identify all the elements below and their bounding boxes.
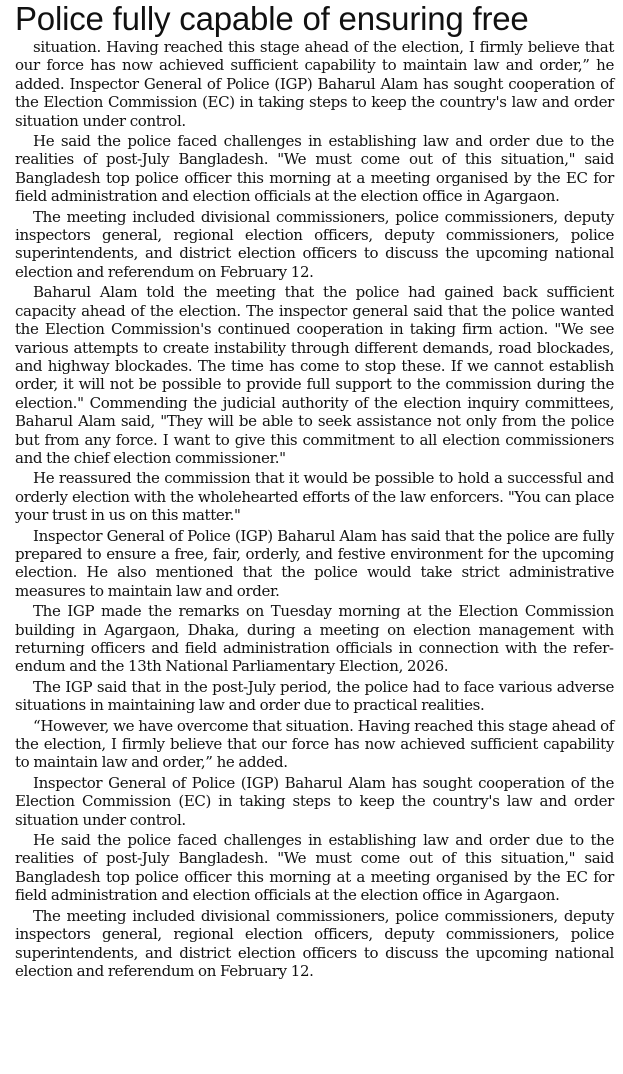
paragraph: Inspector General of Police (IGP) Baharul Alam has said that the police are fully prepared to ensure a free, fair, orderly, and festive environment for the upcoming election. He also mentioned that the police would take strict administrative measures to maintain law and order. (15, 526, 614, 600)
article-body (15, 38, 614, 980)
paragraph: The meeting included divisional commissioners, police commissioners, deputy inspectors general, regional election officers, deputy commissioners, police superintendents, and district election officers to discuss the upcoming national election and referendum on February 12. (15, 207, 614, 281)
paragraph: “However, we have overcome that situation. Having reached this stage ahead of the election, I firmly believe that our force has now achieved sufficient capability to maintain law and order,” he added. (15, 716, 614, 772)
headline: Police fully capable of ensuring free (15, 0, 529, 37)
paragraph: He said the police faced challenges in establishing law and order due to the realities of post-July Bangladesh. "We must come out of this situation," said Bangladesh top police officer this morning at a meeting organised by the EC for field administration and election officials at the election office in Agargaon. (15, 132, 614, 206)
paragraph: The IGP made the remarks on Tuesday morning at the Election Commission building in Agargaon, Dhaka, during a meeting on election management with returning officers and field administration officials in connection with the referendum and the 13th National Parliamentary Election, 2026. (15, 602, 614, 676)
paragraph: The meeting included divisional commissioners, police commissioners, deputy inspectors general, regional election officers, deputy commissioners, police superintendents, and district election officers to discuss the upcoming national election and referendum on February 12. (15, 906, 614, 980)
paragraph: He said the police faced challenges in establishing law and order due to the realities of post-July Bangladesh. "We must come out of this situation," said Bangladesh top police officer this morning at a meeting organised by the EC for field administration and election officials at the election office in Agargaon. (15, 831, 614, 905)
paragraph: He reassured the commission that it would be possible to hold a successful and orderly election with the wholehearted efforts of the law enforcers. "You can place your trust in us on this matter." (15, 469, 614, 525)
paragraph: situation. Having reached this stage ahead of the election, I firmly believe that our force has now achieved sufficient capability to maintain law and order,” he added. Inspector General of Police (IGP) Baharul Alam has sought cooperation of the Election Commission (EC) in taking steps to keep the country's law and order situation under control. (15, 38, 614, 130)
paragraph: The IGP said that in the post-July period, the police had to face various adverse situations in maintaining law and order due to practical realities. (15, 677, 614, 715)
paragraph: Baharul Alam told the meeting that the police had gained back sufficient capacity ahead of the election. The inspector general said that the police wanted the Election Commission's continued cooperation in taking firm action. "We see various attempts to create instability through different demands, road blockades, and highway blockades. The time has come to stop these. If we cannot establish order, it will not be possible to provide full support to the commission during the election." Commending the judicial authority of the election inquiry committees, Baharul Alam said, "They will be able to seek assistance not only from the police but from any force. I want to give this commitment to all election commissioners and the chief election commissioner." (15, 283, 614, 467)
paragraph: Inspector General of Police (IGP) Baharul Alam has sought cooperation of the Election Commission (EC) in taking steps to keep the country's law and order situation under control. (15, 773, 614, 829)
